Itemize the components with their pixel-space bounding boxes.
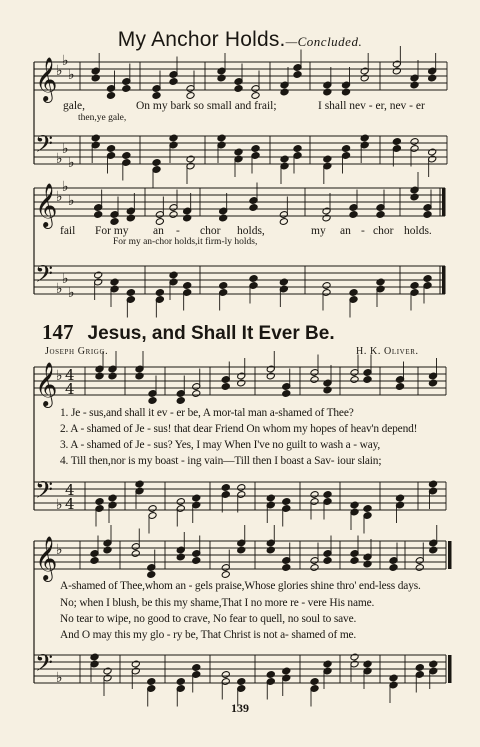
note-head: [148, 505, 157, 513]
note-head: [428, 379, 437, 387]
note-head: [282, 390, 291, 398]
hymn-author: Joseph Grigg.: [45, 346, 109, 357]
title-suffix: —Concluded.: [285, 34, 363, 49]
flat-icon: ♭: [68, 285, 75, 301]
lyric-word: On my bark so small and frail;: [136, 100, 277, 112]
note-head: [186, 155, 195, 163]
note-head: [169, 271, 178, 279]
note-head: [429, 546, 438, 554]
note-head: [293, 145, 302, 153]
note-head: [395, 383, 404, 391]
bass-clef-icon: 𝄢: [35, 260, 54, 293]
note-head: [322, 282, 331, 290]
note-head: [310, 376, 319, 384]
note-head: [423, 275, 432, 283]
note-head: [360, 134, 369, 142]
lyric-word: gale,: [63, 100, 86, 112]
final-barline: [442, 266, 446, 294]
note-head: [186, 92, 195, 100]
hymn-title: Jesus, and Shall It Ever Be.: [87, 323, 335, 344]
note-head: [350, 501, 359, 509]
flat-icon: ♭: [56, 189, 63, 205]
lyric-word: For my: [95, 225, 129, 237]
note-head: [221, 484, 230, 492]
note-head: [266, 372, 275, 380]
note-head: [310, 491, 319, 499]
note-head: [103, 546, 112, 554]
note-head: [350, 653, 359, 661]
note-head: [392, 138, 401, 146]
flat-icon: ♭: [68, 67, 75, 83]
note-head: [108, 494, 117, 502]
flat-icon: ♭: [56, 63, 63, 79]
verse-line: 1. Je - sus,and shall it ev - er be, A mor-tal man a-shamed of Thee?: [60, 407, 354, 419]
note-head: [148, 397, 157, 405]
flat-icon: ♭: [56, 542, 63, 558]
verse-line: And O may this my glo - ry be, That Christ is not a- shamed of me.: [60, 629, 357, 641]
anchor-lyrics-line1-alt: then,ye gale,: [78, 113, 127, 123]
note-head: [94, 211, 103, 219]
lyric-word: -: [176, 225, 180, 237]
verse-line: No tear to wipe, no good to crave, No fear to quell, no soul to save.: [60, 613, 357, 625]
note-head: [169, 134, 178, 142]
note-head: [176, 553, 185, 561]
lyric-word: I shall nev - er, nev - er: [318, 100, 425, 112]
note-head: [234, 85, 243, 93]
note-head: [341, 145, 350, 153]
flat-icon: ♭: [62, 53, 69, 69]
note-head: [94, 271, 103, 279]
lyric-word: fail: [60, 225, 76, 237]
note-head: [266, 671, 275, 679]
note-head: [249, 275, 258, 283]
note-head: [91, 74, 100, 82]
note-head: [349, 289, 358, 297]
note-head: [95, 372, 104, 380]
note-head: [192, 557, 201, 565]
note-head: [126, 214, 135, 222]
note-head: [183, 282, 192, 290]
note-head: [219, 214, 228, 222]
note-head: [126, 289, 135, 297]
treble-clef-icon: 𝄞: [35, 362, 58, 406]
note-head: [322, 214, 331, 222]
page-title: [0, 28, 480, 52]
note-head: [428, 148, 437, 156]
note-head: [95, 498, 104, 506]
note-head: [282, 498, 291, 506]
note-head: [279, 218, 288, 226]
flat-icon: ♭: [56, 281, 63, 297]
note-head: [415, 664, 424, 672]
hymn-number: 147: [42, 320, 74, 344]
note-head: [110, 278, 119, 286]
bass-clef-icon: 𝄢: [35, 130, 54, 163]
note-head: [349, 211, 358, 219]
note-head: [108, 372, 117, 380]
note-head: [266, 494, 275, 502]
flat-icon: ♭: [62, 271, 69, 287]
note-head: [221, 671, 230, 679]
note-head: [217, 134, 226, 142]
note-head: [310, 564, 319, 572]
note-head: [266, 546, 275, 554]
note-head: [219, 282, 228, 290]
lyric-word: chor: [373, 225, 394, 237]
note-head: [217, 74, 226, 82]
note-head: [341, 88, 350, 96]
time-signature: 4: [65, 366, 75, 384]
page-number: 139: [231, 701, 249, 715]
note-head: [415, 564, 424, 572]
note-head: [103, 667, 112, 675]
note-head: [363, 660, 372, 668]
note-head: [131, 660, 140, 668]
flat-icon: ♭: [56, 497, 63, 513]
note-head: [192, 390, 201, 398]
note-head: [147, 678, 156, 686]
note-head: [293, 71, 302, 79]
note-head: [135, 372, 144, 380]
flat-icon: ♭: [68, 155, 75, 171]
note-head: [376, 278, 385, 286]
note-head: [176, 498, 185, 506]
note-head: [91, 134, 100, 142]
lyric-word: holds.: [404, 225, 432, 237]
lyric-word: chor: [200, 225, 221, 237]
anchor-lyrics-line2-alt: For my an-chor holds,it firm-ly holds,: [113, 237, 258, 247]
final-barline: [448, 541, 452, 569]
note-head: [106, 92, 115, 100]
note-head: [323, 491, 332, 499]
note-head: [410, 138, 419, 146]
note-head: [169, 211, 178, 219]
note-head: [90, 557, 99, 565]
note-head: [135, 480, 144, 488]
note-head: [106, 145, 115, 153]
note-head: [389, 674, 398, 682]
note-head: [251, 145, 260, 153]
bass-clef-icon: 𝄢: [35, 476, 54, 509]
hymn-composer: H. K. Oliver.: [356, 346, 419, 357]
note-head: [280, 88, 289, 96]
title-main: My Anchor Holds.: [117, 28, 286, 51]
note-head: [363, 560, 372, 568]
time-signature: 4: [65, 495, 75, 513]
note-head: [155, 289, 164, 297]
note-head: [323, 88, 332, 96]
flat-icon: ♭: [62, 179, 69, 195]
note-head: [323, 386, 332, 394]
note-head: [323, 557, 332, 565]
note-head: [428, 74, 437, 82]
note-head: [176, 678, 185, 686]
lyric-word: an: [153, 225, 164, 237]
note-head: [147, 571, 156, 579]
verse-line: A-shamed of Thee,whom an - gels praise,Whose glories shine thro' end-less days.: [60, 580, 421, 592]
flat-icon: ♭: [62, 141, 69, 157]
note-head: [122, 152, 131, 160]
note-head: [221, 571, 230, 579]
final-barline: [448, 655, 452, 683]
lyric-word: my: [311, 225, 326, 237]
note-head: [282, 667, 291, 675]
note-head: [237, 678, 246, 686]
flat-icon: ♭: [56, 151, 63, 167]
note-head: [169, 78, 178, 86]
note-head: [323, 660, 332, 668]
note-head: [249, 204, 258, 212]
note-head: [183, 214, 192, 222]
note-head: [192, 494, 201, 502]
note-head: [221, 383, 230, 391]
note-head: [152, 92, 161, 100]
verse-line: 3. A - shamed of Je - sus? Yes, I may When I've no guilt to wash a - way,: [60, 439, 381, 451]
note-head: [280, 155, 289, 163]
time-signature: 4: [65, 380, 75, 398]
note-head: [376, 211, 385, 219]
note-head: [131, 550, 140, 558]
note-head: [392, 67, 401, 75]
note-head: [395, 494, 404, 502]
note-head: [192, 664, 201, 672]
note-head: [234, 148, 243, 156]
verse-line: No; when I blush, be this my shame,That I no more re - vere His name.: [60, 597, 375, 609]
treble-clef-icon: 𝄞: [35, 57, 58, 101]
note-head: [310, 678, 319, 686]
bass-clef-icon: 𝄢: [35, 649, 54, 682]
flat-icon: ♭: [56, 670, 63, 686]
final-barline: [442, 188, 446, 216]
note-head: [389, 564, 398, 572]
note-head: [237, 546, 246, 554]
note-head: [282, 564, 291, 572]
treble-clef-icon: 𝄞: [35, 536, 58, 580]
lyric-word: holds,: [237, 225, 265, 237]
treble-clef-icon: 𝄞: [35, 183, 58, 227]
note-head: [237, 379, 246, 387]
note-head: [279, 278, 288, 286]
verse-line: 2. A - shamed of Je - sus! that dear Friend On whom my hopes of heav'n depend!: [60, 423, 418, 435]
note-head: [152, 159, 161, 167]
lyric-word: -: [361, 225, 365, 237]
note-head: [323, 155, 332, 163]
note-head: [429, 660, 438, 668]
hymn-heading: [42, 320, 452, 345]
note-head: [176, 397, 185, 405]
lyric-word: an: [340, 225, 351, 237]
note-head: [423, 211, 432, 219]
note-head: [251, 92, 260, 100]
verse-line: 4. Till then,nor is my boast - ing vain—Till then I boast a Sav- iour slain;: [60, 455, 382, 467]
note-head: [428, 480, 437, 488]
note-head: [350, 557, 359, 565]
note-head: [237, 484, 246, 492]
note-head: [410, 193, 419, 201]
flat-icon: ♭: [68, 193, 75, 209]
note-head: [410, 282, 419, 290]
note-head: [410, 81, 419, 89]
note-head: [90, 653, 99, 661]
note-head: [363, 376, 372, 384]
note-head: [122, 85, 131, 93]
note-head: [350, 376, 359, 384]
flat-icon: ♭: [56, 368, 63, 384]
note-head: [360, 74, 369, 82]
time-signature: 4: [65, 481, 75, 499]
note-head: [363, 505, 372, 513]
